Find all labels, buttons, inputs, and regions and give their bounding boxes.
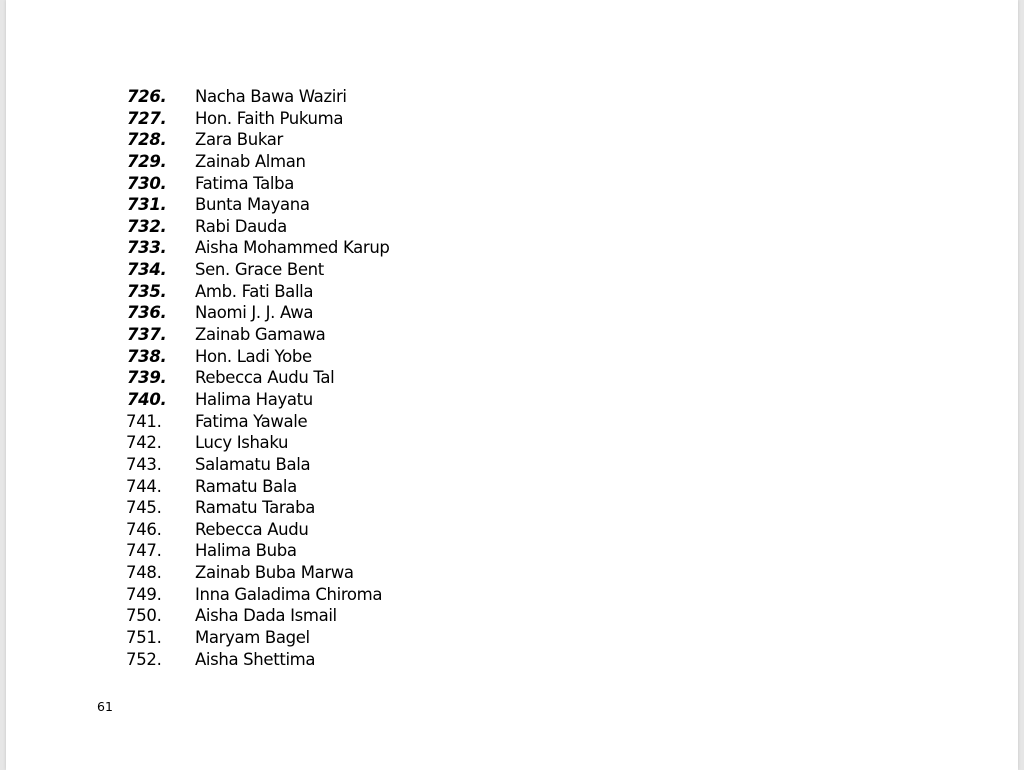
entry-number: 728. [127,130,167,150]
entry-name: Zara Bukar [195,130,283,150]
name-list [120,86,390,670]
entry-name: Sen. Grace Bent [195,260,324,280]
list-item [120,649,390,671]
entry-number: 735. [127,281,167,301]
entry-name: Fatima Yawale [195,411,308,431]
entry-name: Naomi J. J. Awa [195,303,314,323]
list-item [120,173,390,195]
entry-name: Ramatu Taraba [195,498,315,518]
entry-number: 746. [126,519,162,539]
entry-number: 744. [126,476,162,496]
entry-name: Aisha Mohammed Karup [195,238,390,258]
list-item [120,367,390,389]
entry-number: 738. [127,346,167,366]
entry-number: 732. [127,216,167,236]
list-item [120,151,390,173]
entry-name: Fatima Talba [195,173,294,193]
entry-name: Aisha Shettima [195,649,316,669]
page-number: 61 [97,699,113,714]
entry-name: Aisha Dada Ismail [195,606,337,626]
list-item [120,86,390,108]
list-item [120,281,390,303]
entry-number: 726. [127,87,167,106]
list-item [120,432,390,454]
entry-name: Hon. Ladi Yobe [195,346,312,366]
entry-name: Inna Galadima Chiroma [195,584,383,604]
entry-name: Zainab Alman [195,151,306,171]
entry-number: 752. [126,649,162,669]
list-item [120,108,390,130]
entry-number: 748. [126,563,162,583]
list-item [120,129,390,151]
entry-number: 741. [126,411,162,431]
list-item [120,216,390,238]
list-item [120,627,390,649]
entry-number: 739. [127,368,167,388]
entry-number: 727. [127,108,167,128]
entry-number: 734. [127,260,167,280]
entry-name: Rebecca Audu [195,519,309,539]
entry-name: Lucy Ishaku [195,433,289,453]
list-item [120,237,390,259]
entry-name: Bunta Mayana [195,195,310,215]
list-item [120,605,390,627]
entry-number: 742. [126,433,162,453]
entry-name: Amb. Fati Balla [195,281,314,301]
entry-name: Maryam Bagel [195,628,310,648]
entry-number: 740. [127,389,167,409]
list-item [120,476,390,498]
entry-name: Salamatu Bala [195,454,311,474]
entry-number: 733. [127,238,167,258]
entry-number: 737. [127,325,167,345]
entry-name: Rebecca Audu Tal [195,368,335,388]
entry-number: 730. [127,173,167,193]
entry-number: 736. [127,303,167,323]
list-item [120,454,390,476]
entry-name: Halima Buba [195,541,297,561]
list-item [120,259,390,281]
entry-name: Hon. Faith Pukuma [195,108,344,128]
entry-number: 750. [126,606,162,626]
entry-number: 745. [126,498,162,518]
list-item [120,324,390,346]
entry-name: Rabi Dauda [195,216,287,236]
list-item [120,562,390,584]
entry-number: 751. [126,628,162,648]
list-item [120,389,390,411]
list-item [120,411,390,433]
entry-name: Zainab Gamawa [195,325,326,345]
list-item [120,519,390,541]
entry-number: 749. [126,584,162,604]
entry-number: 747. [126,541,162,561]
entry-name: Zainab Buba Marwa [195,563,354,583]
list-item [120,194,390,216]
list-item [120,497,390,519]
entry-number: 731. [127,195,167,215]
entry-number: 729. [127,151,167,171]
entry-name: Halima Hayatu [195,389,313,409]
entry-name: Nacha Bawa Waziri [195,87,347,106]
list-item [120,302,390,324]
list-item [120,346,390,368]
entry-number: 743. [126,454,162,474]
list-item [120,540,390,562]
list-item [120,584,390,606]
document-page [6,0,1018,770]
entry-name: Ramatu Bala [195,476,297,496]
